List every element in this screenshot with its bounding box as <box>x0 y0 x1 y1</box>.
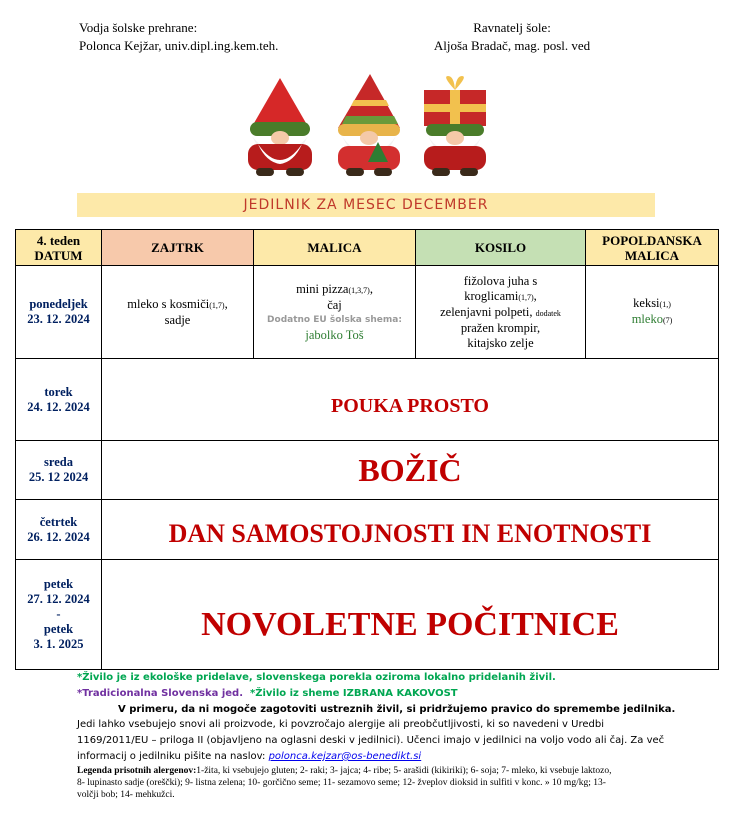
contact-label: informacij o jedilniku pišite na naslov: <box>77 751 266 762</box>
tuesday-date-cell <box>16 359 102 441</box>
gnome-middle-icon <box>338 74 400 176</box>
menu-table <box>15 229 719 670</box>
legend-line2: 8- lupinasto sadje (oreščki); 9- listna zelena; 10- gorčično seme; 11- sezamovo seme; 12- žveplov dioksid in sulfiti v konc. » 10 mg/kg; 13- <box>77 778 606 788</box>
monday-day: ponedeljek <box>29 297 88 311</box>
monday-kosilo-item4: pražen krompir, <box>460 320 541 335</box>
thursday-day: četrtek <box>39 514 78 529</box>
row-thursday <box>16 500 719 560</box>
row-tuesday <box>16 359 719 441</box>
friday-note: NOVOLETNE POČITNICE <box>102 560 719 670</box>
friday-date: 27. 12. 2024 <box>27 592 90 606</box>
monday-zajtrk-item: mleko s kosmiči <box>127 296 210 311</box>
header-pop-line2: MALICA <box>624 247 680 263</box>
wednesday-date-cell <box>16 441 102 500</box>
tuesday-note: POUKA PROSTO <box>102 359 719 441</box>
wednesday-day: sreda <box>44 455 73 469</box>
friday-day2: petek <box>43 622 74 636</box>
monday-date-cell <box>16 266 102 359</box>
monday-kosilo-item1: fižolova juha s <box>463 273 538 288</box>
monday-zajtrk-item2: sadje <box>164 312 191 327</box>
monday-pop-item1: keksi <box>633 296 660 310</box>
header-row <box>16 230 719 266</box>
christmas-gnomes-illustration <box>238 72 498 180</box>
principal-name: Aljoša Bradač, mag. posl. ved <box>433 38 591 53</box>
monday-kosilo-item3: zelenjavni polpeti <box>440 304 530 319</box>
contact-email-link[interactable]: polonca.kejzar@os-benedikt.si <box>268 751 422 762</box>
monday-kosilo-note: dodatek <box>535 308 561 318</box>
monday-pop-allergens1: (1,) <box>659 300 671 309</box>
principal-role: Ravnatelj šole: <box>473 20 551 35</box>
monday-malica-item2: čaj <box>327 297 342 312</box>
eu-scheme-item: jabolko Toš <box>305 327 364 342</box>
school-meal-head <box>79 19 278 55</box>
menu-title: JEDILNIK ZA MESEC DECEMBER <box>77 193 655 217</box>
header-date: DATUM <box>34 247 83 263</box>
monday-malica-allergens: (1,3,7) <box>348 285 370 295</box>
monday-kosilo-item5: kitajsko zelje <box>467 335 534 350</box>
header-week-date <box>16 230 102 266</box>
row-friday <box>16 560 719 670</box>
monday-date: 23. 12. 2024 <box>27 312 90 326</box>
friday-day: petek <box>43 577 74 591</box>
allergen-notice-2: 1169/2011/EU – priloga II (objavljeno na oglasni deski v jedilnici). Učenci imajo v jedilnici na voljo vodo ali čaj. Za več <box>77 735 665 746</box>
eu-scheme-note: Dodatno EU šolska shema: <box>267 314 402 325</box>
wednesday-note: BOŽIČ <box>102 441 719 500</box>
monday-zajtrk-allergens: (1,7) <box>209 300 225 310</box>
change-notice: V primeru, da ni mogoče zagotoviti ustreznih živil, si pridržujemo pravico do spremembe jedilnika. <box>118 704 676 715</box>
monday-pop-item2: mleko <box>631 312 663 326</box>
monday-zajtrk: mleko s kosmiči(1,7), sadje <box>102 266 254 359</box>
header-kosilo: KOSILO <box>416 230 586 266</box>
monday-malica-item: mini pizza <box>296 281 349 296</box>
eco-note: *Živilo je iz ekološke pridelave, slovenskega porekla oziroma lokalno pridelanih živil. <box>77 672 556 683</box>
allergen-notice-1: Jedi lahko vsebujejo snovi ali proizvode, ki povzročajo alergije ali preobčutljivosti, ki so navedeni v Uredbi <box>77 719 604 730</box>
thursday-date: 26. 12. 2024 <box>27 529 90 544</box>
thursday-date-cell <box>16 500 102 560</box>
header-zajtrk: ZAJTRK <box>102 230 254 266</box>
monday-malica: mini pizza(1,3,7), čaj Dodatno EU šolska shema: jabolko Toš <box>254 266 416 359</box>
monday-kosilo-item2: kroglicami <box>464 288 519 303</box>
header-malica: MALICA <box>254 230 416 266</box>
monday-popoldanska <box>586 266 719 359</box>
gnome-right-gift-icon <box>424 76 486 176</box>
monday-pop-allergens2: (7) <box>662 316 673 325</box>
legend-line3: volčji bob; 14- mehkužci. <box>77 790 175 800</box>
friday-date2: 3. 1. 2025 <box>33 637 84 651</box>
header-week: 4. teden <box>36 232 81 248</box>
quality-note: *Živilo iz sheme IZBRANA KAKOVOST <box>250 688 458 699</box>
legend-label: Legenda prisotnih alergenov: <box>77 766 197 776</box>
principal <box>427 19 597 55</box>
tuesday-day: torek <box>44 384 73 399</box>
tuesday-date: 24. 12. 2024 <box>27 399 90 414</box>
school-meal-head-name: Polonca Kejžar, univ.dipl.ing.kem.teh. <box>79 38 279 53</box>
friday-date-cell <box>16 560 102 670</box>
monday-kosilo-allergens: (1,7) <box>518 292 534 302</box>
header-pop-line1: POPOLDANSKA <box>602 232 702 248</box>
row-monday <box>16 266 719 359</box>
friday-dash: - <box>56 607 61 621</box>
monday-kosilo: fižolova juha s kroglicami(1,7), zelenjavni polpeti, dodatek pražen krompir, kitajsko zelje <box>416 266 586 359</box>
legend-line1: 1-žita, ki vsebujejo gluten; 2- raki; 3- jajca; 4- ribe; 5- arašidi (kikiriki); 6- soja; 7- mleko, ki vsebuje laktozo, <box>196 766 612 776</box>
row-wednesday <box>16 441 719 500</box>
thursday-note: DAN SAMOSTOJNOSTI IN ENOTNOSTI <box>102 500 719 560</box>
contact-line <box>77 749 421 765</box>
school-meal-head-role: Vodja šolske prehrane: <box>79 20 198 35</box>
wednesday-date: 25. 12 2024 <box>28 470 89 484</box>
gnome-left-icon <box>248 78 312 176</box>
header-popoldanska <box>586 230 719 266</box>
traditional-note: *Tradicionalna Slovenska jed. <box>77 688 244 699</box>
allergen-legend <box>77 765 677 801</box>
